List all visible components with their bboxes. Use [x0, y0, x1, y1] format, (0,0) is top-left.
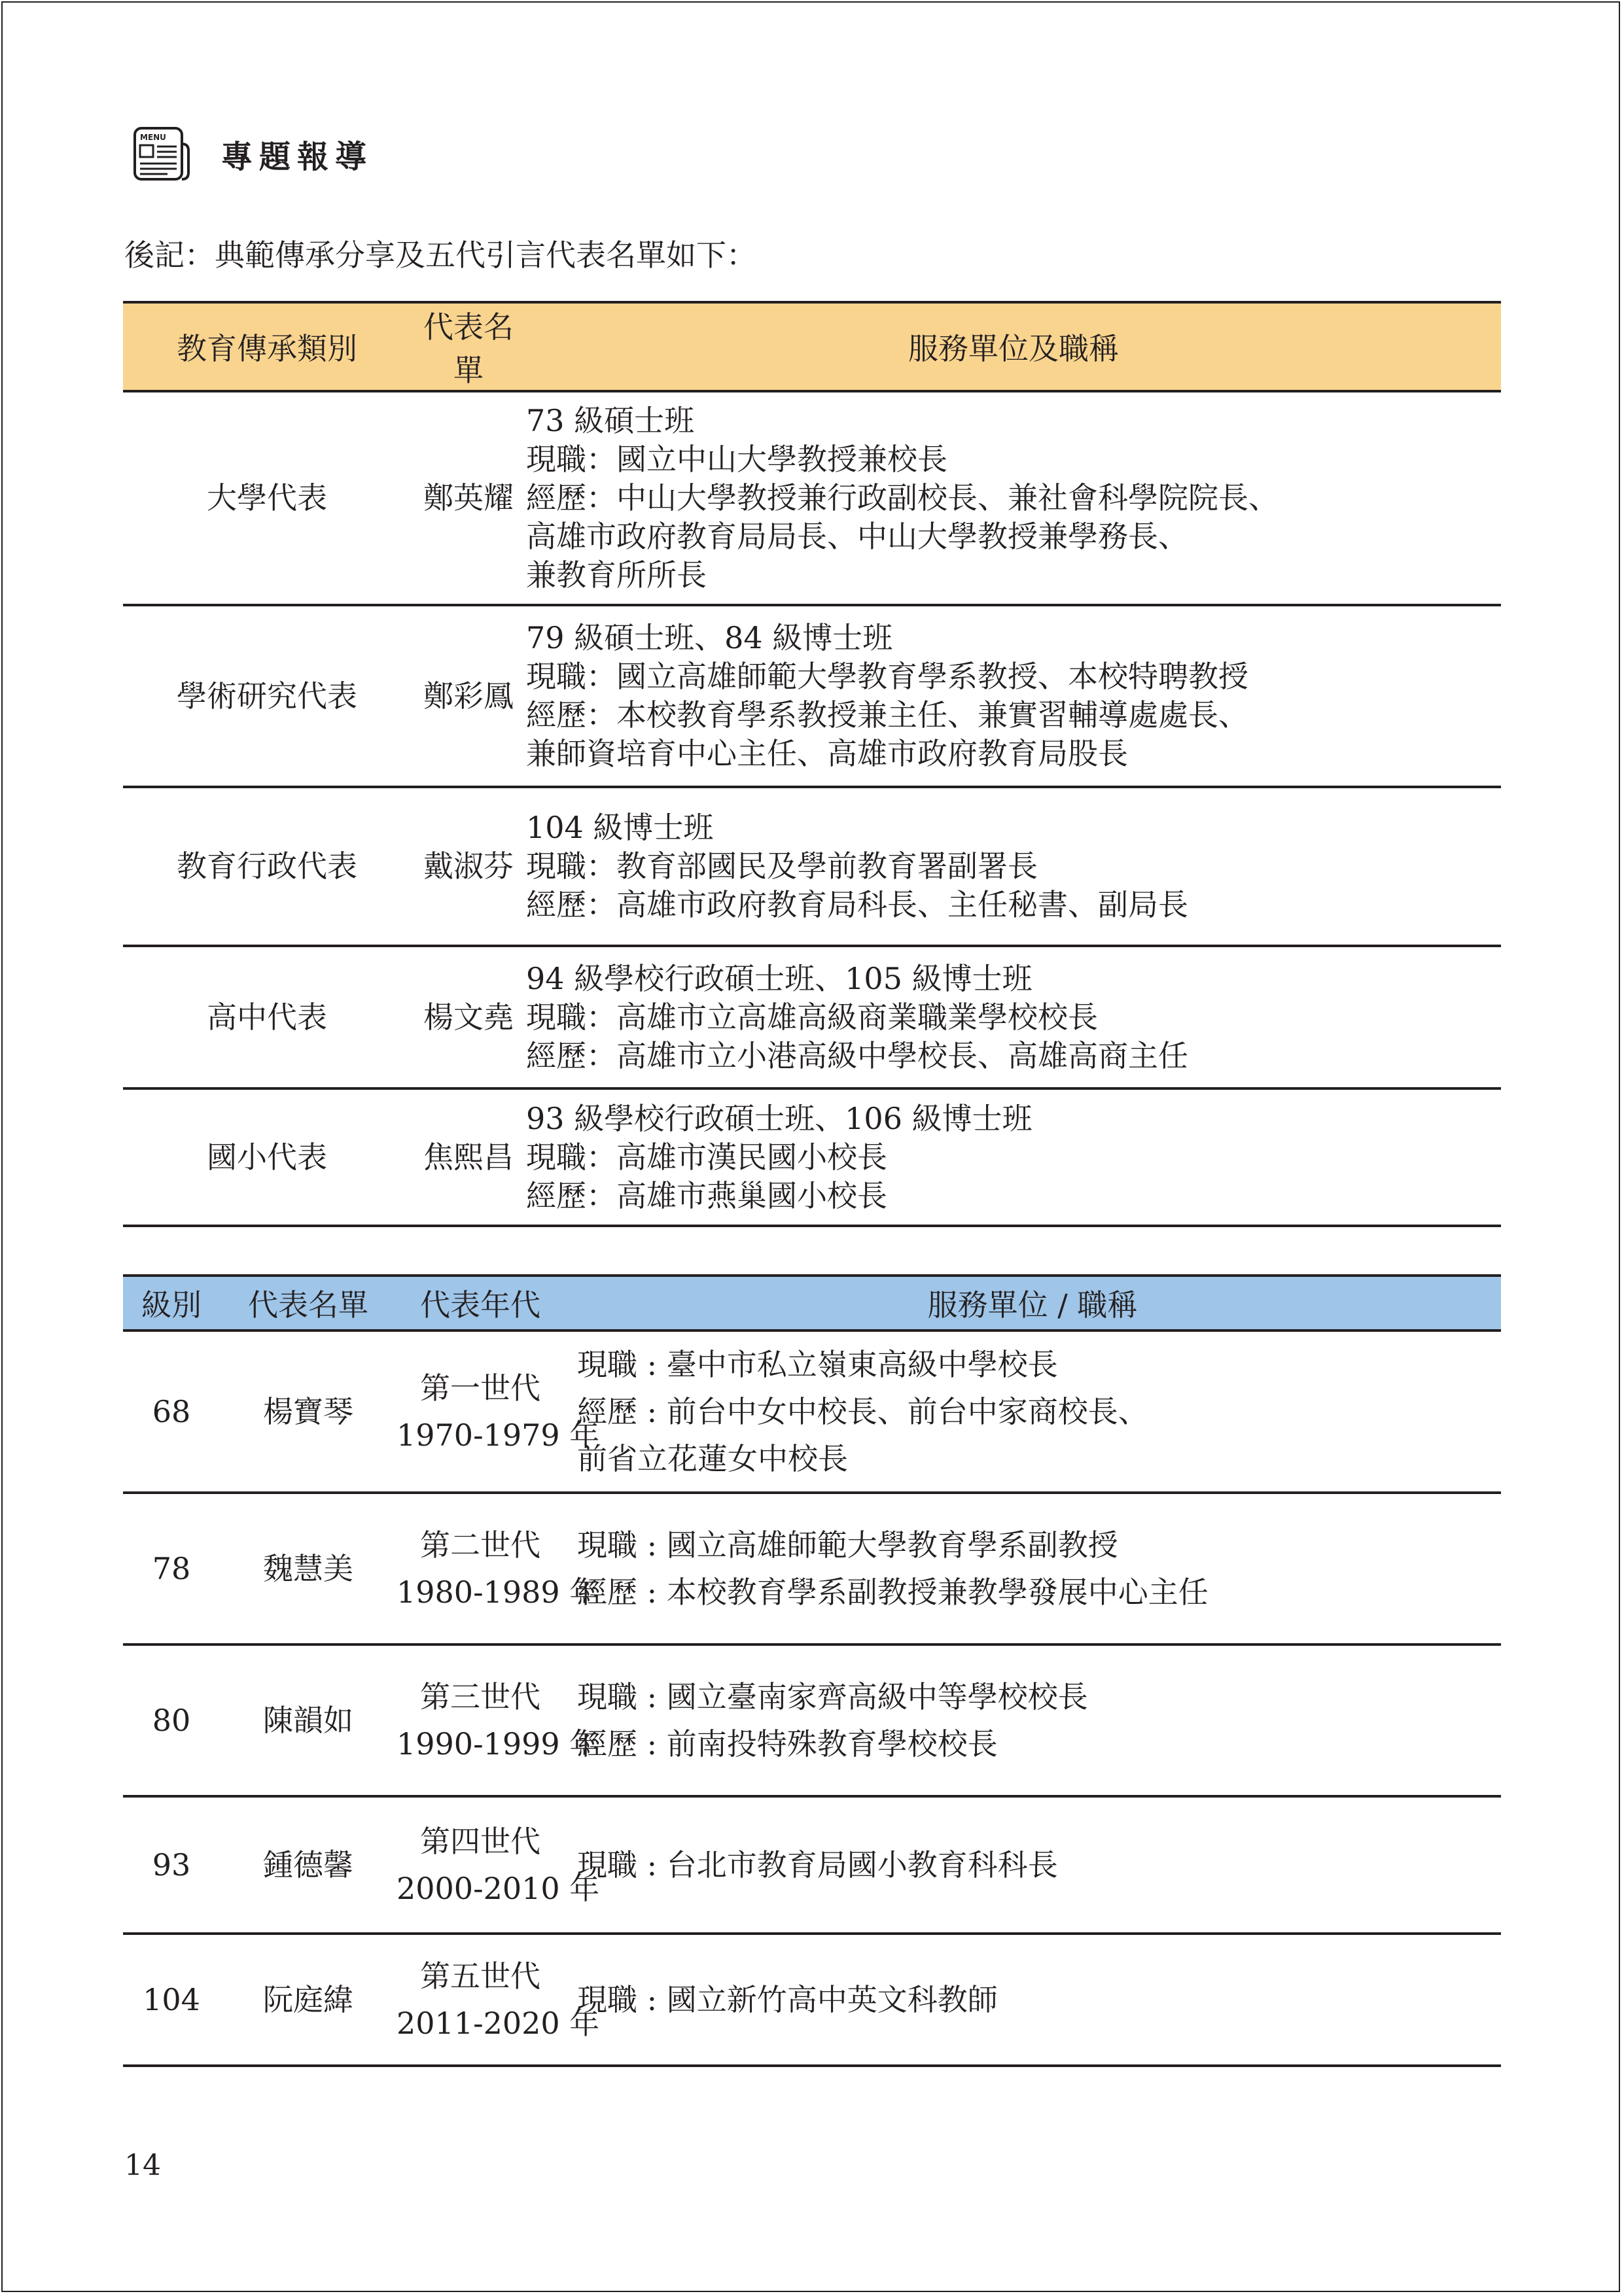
position-cell [564, 1796, 1501, 1934]
position-cell [526, 787, 1501, 946]
era-label: 第三世代 [420, 1679, 540, 1714]
page-number: 14 [124, 2149, 161, 2182]
table-row [123, 1796, 1501, 1934]
era-cell [397, 1934, 600, 2066]
position-line: 現職 : 國立高雄師範大學教育學系副教授 [577, 1527, 1118, 1563]
name-cell: 鍾德馨 [220, 1796, 397, 1934]
era-label: 第五世代 [420, 1958, 540, 1994]
era-years: 1970-1979 年 [397, 1418, 600, 1453]
section-header [131, 124, 373, 183]
position-line: 79 級碩士班、84 級博士班 [526, 620, 893, 655]
position-line: 經歷：中山大學教授兼行政副校長、兼社會科學院院長、 [526, 480, 1279, 515]
category-cell: 學術研究代表 [123, 605, 411, 787]
table-row [123, 1088, 1501, 1226]
position-line: 現職：國立高雄師範大學教育學系教授、本校特聘教授 [526, 659, 1248, 694]
position-line: 93 級學校行政碩士班、106 級博士班 [526, 1100, 1033, 1136]
column-header-level: 級別 [123, 1276, 220, 1331]
position-line: 經歷：高雄市燕巢國小校長 [526, 1177, 887, 1213]
era-label: 第四世代 [420, 1824, 540, 1859]
position-cell [564, 1644, 1501, 1796]
position-cell [526, 946, 1501, 1088]
era-label: 第一世代 [420, 1370, 540, 1406]
table-header-row [123, 1276, 1501, 1331]
category-cell: 國小代表 [123, 1088, 411, 1226]
column-header-position: 服務單位 / 職稱 [564, 1276, 1501, 1331]
position-line: 73 級碩士班 [526, 403, 695, 438]
era-cell [397, 1644, 600, 1796]
level-cell: 68 [123, 1331, 220, 1493]
position-cell [564, 1934, 1501, 2066]
column-header-position: 服務單位及職稱 [526, 302, 1501, 391]
position-cell [526, 605, 1501, 787]
era-cell [397, 1331, 600, 1493]
table-row [123, 1644, 1501, 1796]
position-line: 經歷：高雄市政府教育局科長、主任秘書、副局長 [526, 887, 1188, 922]
table-row [123, 787, 1501, 946]
position-line: 經歷 : 前南投特殊教育學校校長 [577, 1726, 998, 1762]
era-cell [397, 1493, 600, 1644]
position-line: 現職 : 臺中市私立嶺東高級中學校長 [577, 1347, 1058, 1382]
table-header-row [123, 302, 1501, 391]
name-cell: 楊文堯 [411, 946, 526, 1088]
position-line: 現職：教育部國民及學前教育署副署長 [526, 848, 1038, 884]
name-cell: 陳韻如 [220, 1644, 397, 1796]
position-cell [564, 1331, 1501, 1493]
table-row [123, 605, 1501, 787]
era-label: 第二世代 [420, 1527, 540, 1563]
table-row [123, 391, 1501, 605]
position-line: 現職 : 台北市教育局國小教育科科長 [577, 1847, 1058, 1883]
table-row [123, 946, 1501, 1088]
position-line: 現職：高雄市立高雄高級商業職業學校校長 [526, 999, 1098, 1035]
table-row [123, 1493, 1501, 1644]
era-years: 1990-1999 年 [397, 1726, 600, 1762]
position-line: 經歷 : 前台中女中校長、前台中家商校長、 [577, 1394, 1148, 1429]
level-cell: 104 [123, 1934, 220, 2066]
name-cell: 焦熙昌 [411, 1088, 526, 1226]
name-cell: 楊寶琴 [220, 1331, 397, 1493]
section-title: 專題報導 [221, 138, 374, 175]
position-line: 經歷：本校教育學系教授兼主任、兼實習輔導處處長、 [526, 697, 1248, 733]
position-cell [526, 1088, 1501, 1226]
generations-table [123, 1274, 1501, 2067]
name-cell: 阮庭緯 [220, 1934, 397, 2066]
name-cell: 鄭英耀 [411, 391, 526, 605]
era-cell [397, 1796, 600, 1934]
table-row [123, 1331, 1501, 1493]
position-line: 104 級博士班 [526, 810, 714, 845]
column-header-category: 教育傳承類別 [123, 302, 411, 391]
table-row [123, 1934, 1501, 2066]
column-header-name: 代表名單 [411, 302, 526, 391]
level-cell: 78 [123, 1493, 220, 1644]
position-cell [526, 391, 1501, 605]
name-cell: 鄭彩鳳 [411, 605, 526, 787]
intro-text: 後記：典範傳承分享及五代引言代表名單如下： [124, 237, 756, 273]
position-line: 兼師資培育中心主任、高雄市政府教育局股長 [526, 736, 1128, 771]
column-header-name: 代表名單 [220, 1276, 397, 1331]
name-cell: 魏慧美 [220, 1493, 397, 1644]
position-line: 現職 : 國立新竹高中英文科教師 [577, 1982, 998, 2017]
position-line: 兼教育所所長 [526, 557, 707, 593]
position-line: 現職：國立中山大學教授兼校長 [526, 442, 947, 477]
position-line: 經歷 : 本校教育學系副教授兼教學發展中心主任 [577, 1574, 1209, 1610]
category-cell: 教育行政代表 [123, 787, 411, 946]
name-cell: 戴淑芬 [411, 787, 526, 946]
position-line: 現職：高雄市漢民國小校長 [526, 1139, 887, 1175]
position-line: 現職 : 國立臺南家齊高級中等學校校長 [577, 1679, 1088, 1714]
era-years: 1980-1989 年 [397, 1574, 600, 1610]
representatives-table [123, 301, 1501, 1227]
svg-text:MENU: MENU [140, 133, 166, 142]
category-cell: 大學代表 [123, 391, 411, 605]
era-years: 2011-2020 年 [397, 2006, 600, 2041]
column-header-era: 代表年代 [397, 1276, 564, 1331]
position-line: 經歷：高雄市立小港高級中學校長、高雄高商主任 [526, 1037, 1188, 1073]
position-line: 前省立花蓮女中校長 [577, 1441, 848, 1476]
newspaper-menu-icon [131, 124, 190, 183]
level-cell: 93 [123, 1796, 220, 1934]
level-cell: 80 [123, 1644, 220, 1796]
position-line: 高雄市政府教育局局長、中山大學教授兼學務長、 [526, 519, 1188, 554]
position-line: 94 級學校行政碩士班、105 級博士班 [526, 960, 1033, 996]
position-cell [564, 1493, 1501, 1644]
era-years: 2000-2010 年 [397, 1871, 600, 1906]
category-cell: 高中代表 [123, 946, 411, 1088]
